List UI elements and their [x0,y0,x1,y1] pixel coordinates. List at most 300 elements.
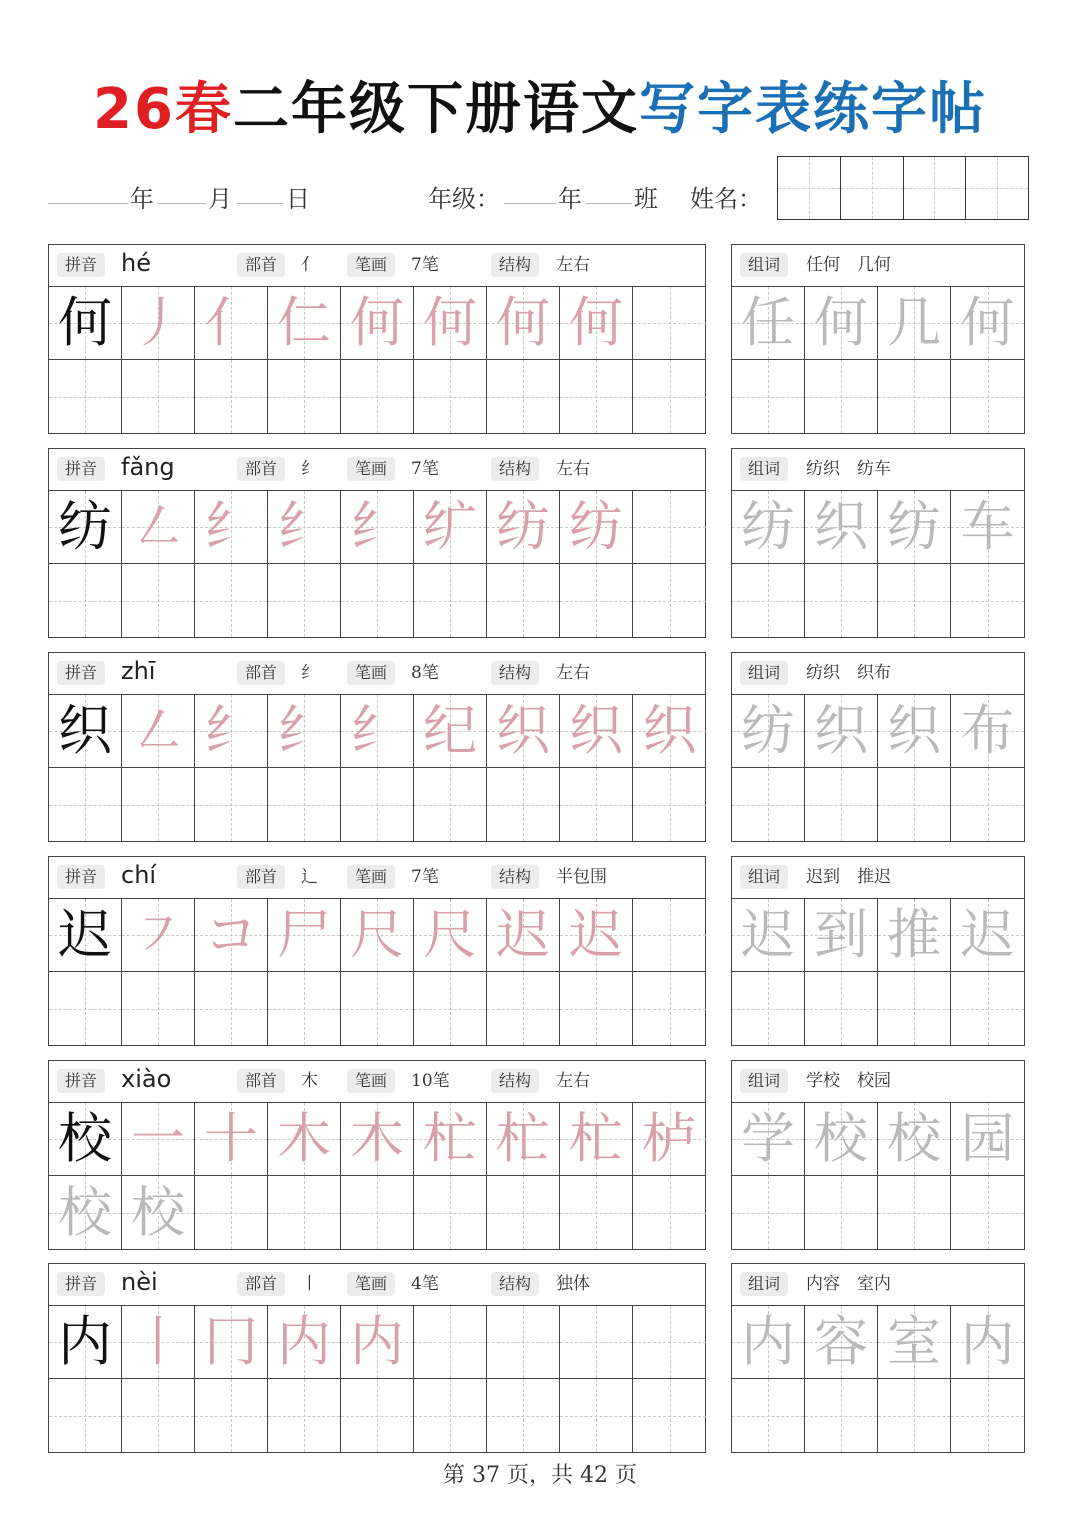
writing-cell[interactable] [414,1306,487,1379]
stroke-step: 纟 [350,495,404,558]
writing-cell[interactable] [487,360,560,433]
writing-cell[interactable] [49,1176,122,1249]
strokes-value: 7笔 [411,867,439,887]
strokes-value: 7笔 [411,255,439,275]
writing-cell[interactable] [805,768,878,841]
structure-value: 左右 [556,663,590,683]
writing-cell[interactable] [560,491,633,564]
strokes-tag: 笔画 [347,253,395,277]
writing-cell[interactable] [878,360,951,433]
writing-cell[interactable] [195,360,268,433]
stroke-step: 十 [204,1107,258,1170]
writing-cell[interactable] [414,564,487,637]
writing-cell[interactable] [732,768,805,841]
writing-cell[interactable] [49,564,122,637]
writing-cell[interactable] [122,1306,195,1379]
writing-cell[interactable] [341,360,414,433]
writing-cell[interactable] [49,1379,122,1452]
title-part-2: 二年级下册语文 [232,77,639,142]
trace-character: 迟 [741,903,795,966]
writing-cell[interactable] [414,768,487,841]
writing-cell[interactable] [195,972,268,1045]
words-bar [732,245,1024,287]
writing-cell[interactable] [951,360,1024,433]
strokes-value: 7笔 [411,459,439,479]
pinyin-tag: 拼音 [57,457,105,481]
words-tag: 组词 [740,457,788,481]
writing-cell[interactable] [560,1103,633,1176]
stroke-step: 校 [58,1180,112,1244]
words-grid [732,1306,1024,1452]
trace-character: 织 [814,495,868,558]
writing-cell[interactable] [122,1379,195,1452]
writing-cell[interactable] [487,564,560,637]
trace-character: 学 [741,1107,795,1170]
stroke-step: 迟 [496,903,550,966]
practice-grid [49,1103,705,1249]
writing-cell[interactable] [195,1379,268,1452]
writing-cell[interactable] [268,360,341,433]
pinyin-tag: 拼音 [57,1069,105,1093]
trace-character: 内 [741,1310,795,1373]
writing-cell[interactable] [633,1379,706,1452]
writing-cell[interactable] [195,768,268,841]
writing-cell[interactable] [268,972,341,1045]
name-box[interactable] [966,157,1028,219]
writing-cell[interactable] [49,491,122,564]
writing-cell[interactable] [341,1103,414,1176]
words-value: 内容 室内 [806,1274,891,1294]
practice-grid [49,899,705,1045]
radical-value: 纟 [301,459,318,479]
writing-cell[interactable] [49,768,122,841]
writing-cell[interactable] [487,287,560,360]
stroke-step: 何 [569,291,623,354]
model-character: 内 [58,1310,112,1373]
stroke-step: 尺 [423,903,477,966]
writing-cell[interactable] [414,899,487,972]
structure-value: 左右 [556,1071,590,1091]
writing-cell[interactable] [951,972,1024,1045]
writing-cell[interactable] [951,491,1024,564]
practice-panel [48,856,706,1046]
writing-cell[interactable] [878,899,951,972]
stroke-step: 亻 [204,291,258,354]
writing-cell[interactable] [268,1306,341,1379]
class-label: 班 [634,185,658,213]
writing-cell[interactable] [633,491,706,564]
radical-tag: 部首 [237,865,285,889]
words-tag: 组词 [740,865,788,889]
writing-cell[interactable] [805,1306,878,1379]
writing-cell[interactable] [951,1103,1024,1176]
writing-cell[interactable] [268,491,341,564]
writing-cell[interactable] [878,695,951,768]
stroke-step: 纟 [204,495,258,558]
writing-cell[interactable] [732,899,805,972]
writing-cell[interactable] [633,1176,706,1249]
stroke-step: 纟 [204,699,258,762]
practice-panel [48,244,706,434]
writing-cell[interactable] [732,1176,805,1249]
stroke-step: ㇇ [131,903,185,966]
words-tag: 组词 [740,661,788,685]
model-character: 何 [58,291,112,354]
writing-cell[interactable] [560,360,633,433]
model-character: 纺 [58,495,112,558]
day-blank[interactable] [236,203,284,204]
writing-cell[interactable] [49,899,122,972]
writing-cell[interactable] [122,1103,195,1176]
words-value: 任何 几何 [806,255,891,275]
stroke-step: 纩 [423,495,477,558]
writing-cell[interactable] [633,360,706,433]
writing-cell[interactable] [878,491,951,564]
writing-cell[interactable] [560,1379,633,1452]
writing-cell[interactable] [878,1379,951,1452]
writing-cell[interactable] [487,1103,560,1176]
stroke-step: ㇜ [131,495,185,558]
writing-cell[interactable] [195,564,268,637]
writing-cell[interactable] [633,695,706,768]
writing-cell[interactable] [414,287,487,360]
writing-cell[interactable] [951,1176,1024,1249]
stroke-step: 纺 [496,495,550,558]
pinyin-value: zhī [121,657,156,685]
model-character: 织 [58,699,112,762]
writing-cell[interactable] [633,972,706,1045]
writing-cell[interactable] [560,899,633,972]
words-panel [731,856,1025,1046]
trace-character: 纺 [741,699,795,762]
writing-cell[interactable] [878,1103,951,1176]
words-grid [732,899,1024,1045]
year-blank[interactable] [48,203,128,204]
structure-value: 左右 [556,255,590,275]
stroke-step: 木 [350,1107,404,1170]
writing-cell[interactable] [49,972,122,1045]
stroke-step: 丿 [131,291,185,354]
practice-panel [48,448,706,638]
grade-label: 年级： [428,185,500,213]
trace-character: 纺 [741,495,795,558]
pinyin-value: chí [121,861,157,889]
words-panel [731,652,1025,842]
month-blank[interactable] [158,203,206,204]
stroke-step: 织 [642,699,697,762]
writing-cell[interactable] [732,695,805,768]
words-value: 学校 校园 [806,1071,891,1091]
writing-cell[interactable] [732,1379,805,1452]
writing-cell[interactable] [805,899,878,972]
writing-cell[interactable] [341,1379,414,1452]
info-bar [49,1264,705,1306]
name-box[interactable] [841,157,904,219]
writing-cell[interactable] [732,972,805,1045]
writing-cell[interactable] [487,899,560,972]
writing-cell[interactable] [122,695,195,768]
trace-character: 布 [960,699,1015,762]
writing-cell[interactable] [560,768,633,841]
writing-cell[interactable] [633,564,706,637]
writing-cell[interactable] [951,1306,1024,1379]
words-bar [732,1061,1024,1103]
words-bar [732,653,1024,695]
practice-grid [49,287,705,433]
writing-cell[interactable] [805,1379,878,1452]
writing-cell[interactable] [268,1379,341,1452]
writing-cell[interactable] [878,768,951,841]
writing-cell[interactable] [122,768,195,841]
words-tag: 组词 [740,253,788,277]
words-panel [731,448,1025,638]
practice-panel [48,652,706,842]
writing-cell[interactable] [195,899,268,972]
stroke-step: 织 [569,699,623,762]
writing-cell[interactable] [414,491,487,564]
model-character: 迟 [58,903,112,966]
pinyin-tag: 拼音 [57,253,105,277]
writing-cell[interactable] [414,972,487,1045]
writing-cell[interactable] [732,360,805,433]
writing-cell[interactable] [122,564,195,637]
writing-cell[interactable] [195,1306,268,1379]
stroke-step: ㇜ [131,699,185,762]
trace-character: 推 [887,903,941,966]
writing-cell[interactable] [878,1306,951,1379]
writing-cell[interactable] [732,564,805,637]
writing-cell[interactable] [951,768,1024,841]
writing-cell[interactable] [341,695,414,768]
words-grid [732,491,1024,637]
writing-cell[interactable] [341,564,414,637]
stroke-step: 校 [131,1180,185,1244]
stroke-step: 何 [350,291,404,354]
strokes-tag: 笔画 [347,661,395,685]
strokes-tag: 笔画 [347,1069,395,1093]
writing-cell[interactable] [49,287,122,360]
writing-cell[interactable] [805,1176,878,1249]
writing-cell[interactable] [805,1103,878,1176]
words-value: 迟到 推迟 [806,867,891,887]
writing-cell[interactable] [487,972,560,1045]
stroke-step: 木 [277,1107,331,1170]
structure-value: 左右 [556,459,590,479]
writing-cell[interactable] [487,1379,560,1452]
writing-cell[interactable] [414,1103,487,1176]
stroke-step: 织 [496,699,550,762]
writing-cell[interactable] [487,1176,560,1249]
writing-cell[interactable] [805,695,878,768]
grade-year-label: 年 [558,185,582,213]
stroke-step: 何 [496,291,550,354]
words-bar [732,449,1024,491]
writing-cell[interactable] [268,1176,341,1249]
trace-character: 任 [741,291,795,354]
radical-value: 纟 [301,663,318,683]
writing-cell[interactable] [122,491,195,564]
writing-cell[interactable] [49,360,122,433]
writing-cell[interactable] [878,1176,951,1249]
writing-cell[interactable] [951,695,1024,768]
practice-grid [49,695,705,841]
page-title [0,72,1080,148]
name-boxes[interactable] [777,156,1029,220]
writing-cell[interactable] [560,287,633,360]
radical-value: 辶 [301,867,318,887]
stroke-step: 冂 [204,1310,258,1373]
writing-cell[interactable] [732,1103,805,1176]
writing-cell[interactable] [805,360,878,433]
pinyin-value: nèi [121,1268,158,1296]
radical-value: 木 [301,1071,318,1091]
writing-cell[interactable] [805,491,878,564]
radical-value: 丨 [301,1274,318,1294]
page-footer: 第 37 页，共 42 页 [443,1463,637,1488]
name-box[interactable] [904,157,967,219]
writing-cell[interactable] [414,360,487,433]
radical-tag: 部首 [237,457,285,481]
writing-cell[interactable] [560,564,633,637]
info-bar [49,857,705,899]
strokes-value: 8笔 [411,663,439,683]
trace-character: 园 [960,1107,1015,1170]
writing-cell[interactable] [49,695,122,768]
practice-grid [49,1306,705,1452]
writing-cell[interactable] [122,1176,195,1249]
strokes-tag: 笔画 [347,457,395,481]
writing-cell[interactable] [195,695,268,768]
writing-cell[interactable] [951,1379,1024,1452]
writing-cell[interactable] [560,972,633,1045]
stroke-step: 纺 [569,495,623,558]
stroke-step: 杧 [423,1107,477,1170]
writing-cell[interactable] [341,1176,414,1249]
trace-character: 织 [814,699,868,762]
writing-cell[interactable] [341,491,414,564]
writing-cell[interactable] [49,1306,122,1379]
pinyin-tag: 拼音 [57,1272,105,1296]
trace-character: 内 [960,1310,1015,1373]
writing-cell[interactable] [414,1176,487,1249]
writing-cell[interactable] [951,287,1024,360]
trace-character: 容 [814,1310,868,1373]
writing-cell[interactable] [487,1306,560,1379]
writing-cell[interactable] [951,564,1024,637]
grade-blank[interactable] [504,203,556,204]
writing-cell[interactable] [805,287,878,360]
strokes-tag: 笔画 [347,1272,395,1296]
writing-cell[interactable] [805,972,878,1045]
writing-cell[interactable] [195,287,268,360]
writing-cell[interactable] [560,1176,633,1249]
writing-cell[interactable] [878,287,951,360]
stroke-step: 一 [131,1107,185,1170]
words-bar [732,1264,1024,1306]
stroke-step: 纟 [350,699,404,762]
writing-cell[interactable] [487,768,560,841]
writing-cell[interactable] [49,1103,122,1176]
writing-cell[interactable] [341,972,414,1045]
writing-cell[interactable] [195,1103,268,1176]
writing-cell[interactable] [268,1103,341,1176]
stroke-step: 内 [350,1310,404,1373]
writing-cell[interactable] [195,491,268,564]
words-panel [731,1263,1025,1453]
name-label: 姓名： [690,185,762,213]
writing-cell[interactable] [878,972,951,1045]
stroke-step: 纟 [277,699,331,762]
stroke-step: 内 [277,1310,331,1373]
name-box[interactable] [778,157,841,219]
pinyin-tag: 拼音 [57,865,105,889]
writing-cell[interactable] [732,287,805,360]
writing-cell[interactable] [341,287,414,360]
writing-cell[interactable] [414,1379,487,1452]
writing-cell[interactable] [268,768,341,841]
words-panel [731,1060,1025,1250]
day-label: 日 [286,185,310,213]
writing-cell[interactable] [633,287,706,360]
writing-cell[interactable] [633,1103,706,1176]
stroke-step: 何 [423,291,477,354]
writing-cell[interactable] [633,899,706,972]
writing-cell[interactable] [341,899,414,972]
writing-cell[interactable] [878,564,951,637]
pinyin-value: hé [121,249,151,277]
writing-cell[interactable] [414,695,487,768]
class-blank[interactable] [586,203,632,204]
writing-cell[interactable] [122,972,195,1045]
writing-cell[interactable] [633,1306,706,1379]
pinyin-tag: 拼音 [57,661,105,685]
writing-cell[interactable] [487,695,560,768]
writing-cell[interactable] [805,564,878,637]
title-part-3: 写字表练字帖 [638,77,987,142]
trace-character: 校 [814,1107,868,1170]
writing-cell[interactable] [195,1176,268,1249]
info-bar [49,245,705,287]
writing-cell[interactable] [732,1306,805,1379]
writing-cell[interactable] [268,287,341,360]
writing-cell[interactable] [633,768,706,841]
writing-cell[interactable] [122,899,195,972]
writing-cell[interactable] [560,1306,633,1379]
stroke-step: 尺 [350,903,404,966]
writing-cell[interactable] [732,491,805,564]
info-bar [49,449,705,491]
writing-cell[interactable] [268,564,341,637]
radical-tag: 部首 [237,661,285,685]
radical-value: 亻 [301,255,318,275]
title-part-1: 26春 [93,77,233,142]
writing-cell[interactable] [487,491,560,564]
words-grid [732,287,1024,433]
trace-character: 迟 [960,903,1015,966]
writing-cell[interactable] [268,695,341,768]
writing-cell[interactable] [560,695,633,768]
trace-character: 几 [887,291,941,354]
writing-cell[interactable] [122,287,195,360]
practice-panel [48,1263,706,1453]
writing-cell[interactable] [951,899,1024,972]
writing-cell[interactable] [341,768,414,841]
trace-character: 室 [887,1310,941,1373]
writing-cell[interactable] [122,360,195,433]
writing-cell[interactable] [341,1306,414,1379]
writing-cell[interactable] [268,899,341,972]
trace-character: 到 [814,903,868,966]
